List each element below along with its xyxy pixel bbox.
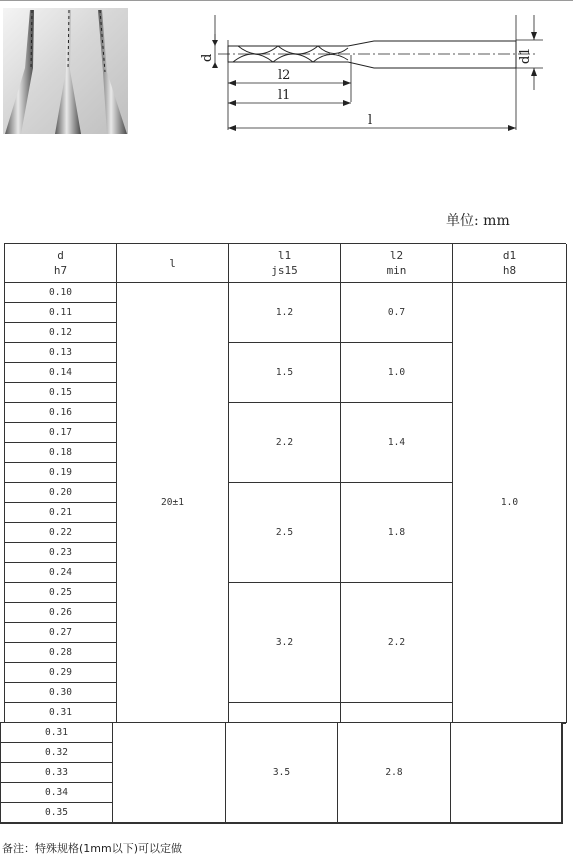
d-value-cell: 0.32: [1, 743, 113, 763]
drawing-label-d: d: [200, 53, 215, 62]
spec-table-continuation: [0, 722, 563, 824]
drawing-label-l: l: [368, 113, 373, 128]
d-value-cell: 0.33: [1, 763, 113, 783]
d-value-cell: 0.20: [5, 483, 117, 503]
header-line1: d: [57, 249, 64, 262]
header-line2: h8: [502, 264, 517, 277]
d1-blank-cell: [451, 723, 562, 823]
l1-group-cell: 3.2: [229, 583, 341, 703]
drawing-label-l1: l1: [278, 88, 291, 103]
d-value-cell: 0.34: [1, 783, 113, 803]
drawing-label-l2: l2: [278, 68, 291, 83]
d-value-cell: 0.16: [5, 403, 117, 423]
d-value-cell: 0.18: [5, 443, 117, 463]
d-value-cell: 0.28: [5, 643, 117, 663]
d-value-cell: 0.31: [1, 723, 113, 743]
l2-group-cell: 0.7: [341, 283, 453, 343]
d-value-cell: 0.15: [5, 383, 117, 403]
header-line1: l: [169, 256, 176, 270]
d-value-cell: 0.30: [5, 683, 117, 703]
l1-group-cell: 1.5: [229, 343, 341, 403]
table-header-2: [229, 244, 341, 283]
l1-group-cell: 2.2: [229, 403, 341, 483]
d-value-cell: 0.27: [5, 623, 117, 643]
d-value-cell: 0.35: [1, 803, 113, 823]
product-photo: [3, 8, 128, 134]
l-blank-cell: [113, 723, 226, 823]
header-line2: h7: [53, 264, 68, 277]
d-value-cell: 0.24: [5, 563, 117, 583]
drawing-label-d1: d1: [518, 47, 533, 64]
table-header-3: [341, 244, 453, 283]
technical-drawing: [198, 10, 543, 142]
l2-group-cell: 1.8: [341, 483, 453, 583]
d-value-cell: 0.29: [5, 663, 117, 683]
l2-lower-cell: 2.8: [338, 723, 451, 823]
header-line1: l2: [389, 249, 404, 262]
header-line2: js15: [271, 264, 298, 277]
l2-group-cell: 2.2: [341, 583, 453, 703]
d-value-cell: 0.19: [5, 463, 117, 483]
d1-value-cell: 1.0: [453, 283, 567, 723]
header-line1: l1: [277, 249, 292, 262]
table-header-4: [453, 244, 567, 283]
l2-group-cell: 1.0: [341, 343, 453, 403]
d-value-cell: 0.11: [5, 303, 117, 323]
unit-label: 单位: mm: [446, 213, 510, 229]
footnote: 备注：特殊规格(1mm以下)可以定做: [2, 842, 183, 855]
d-value-cell: 0.25: [5, 583, 117, 603]
l2-group-cell: [341, 703, 453, 723]
l1-lower-cell: 3.5: [226, 723, 338, 823]
l1-group-cell: 1.2: [229, 283, 341, 343]
l2-group-cell: 1.4: [341, 403, 453, 483]
header-line2: min: [386, 264, 407, 277]
l1-group-cell: [229, 703, 341, 723]
header-line1: d1: [502, 249, 517, 262]
d-value-cell: 0.23: [5, 543, 117, 563]
l1-group-cell: 2.5: [229, 483, 341, 583]
d-value-cell: 0.22: [5, 523, 117, 543]
spec-table: [4, 243, 566, 724]
l-value-cell: 20±1: [117, 283, 229, 723]
d-value-cell: 0.26: [5, 603, 117, 623]
table-header-0: [5, 244, 117, 283]
d-value-cell: 0.21: [5, 503, 117, 523]
table-header-1: [117, 244, 229, 283]
d-value-cell: 0.31: [5, 703, 117, 723]
d-value-cell: 0.14: [5, 363, 117, 383]
d-value-cell: 0.13: [5, 343, 117, 363]
d-value-cell: 0.10: [5, 283, 117, 303]
d-value-cell: 0.17: [5, 423, 117, 443]
d-value-cell: 0.12: [5, 323, 117, 343]
top-rule: [0, 0, 573, 1]
